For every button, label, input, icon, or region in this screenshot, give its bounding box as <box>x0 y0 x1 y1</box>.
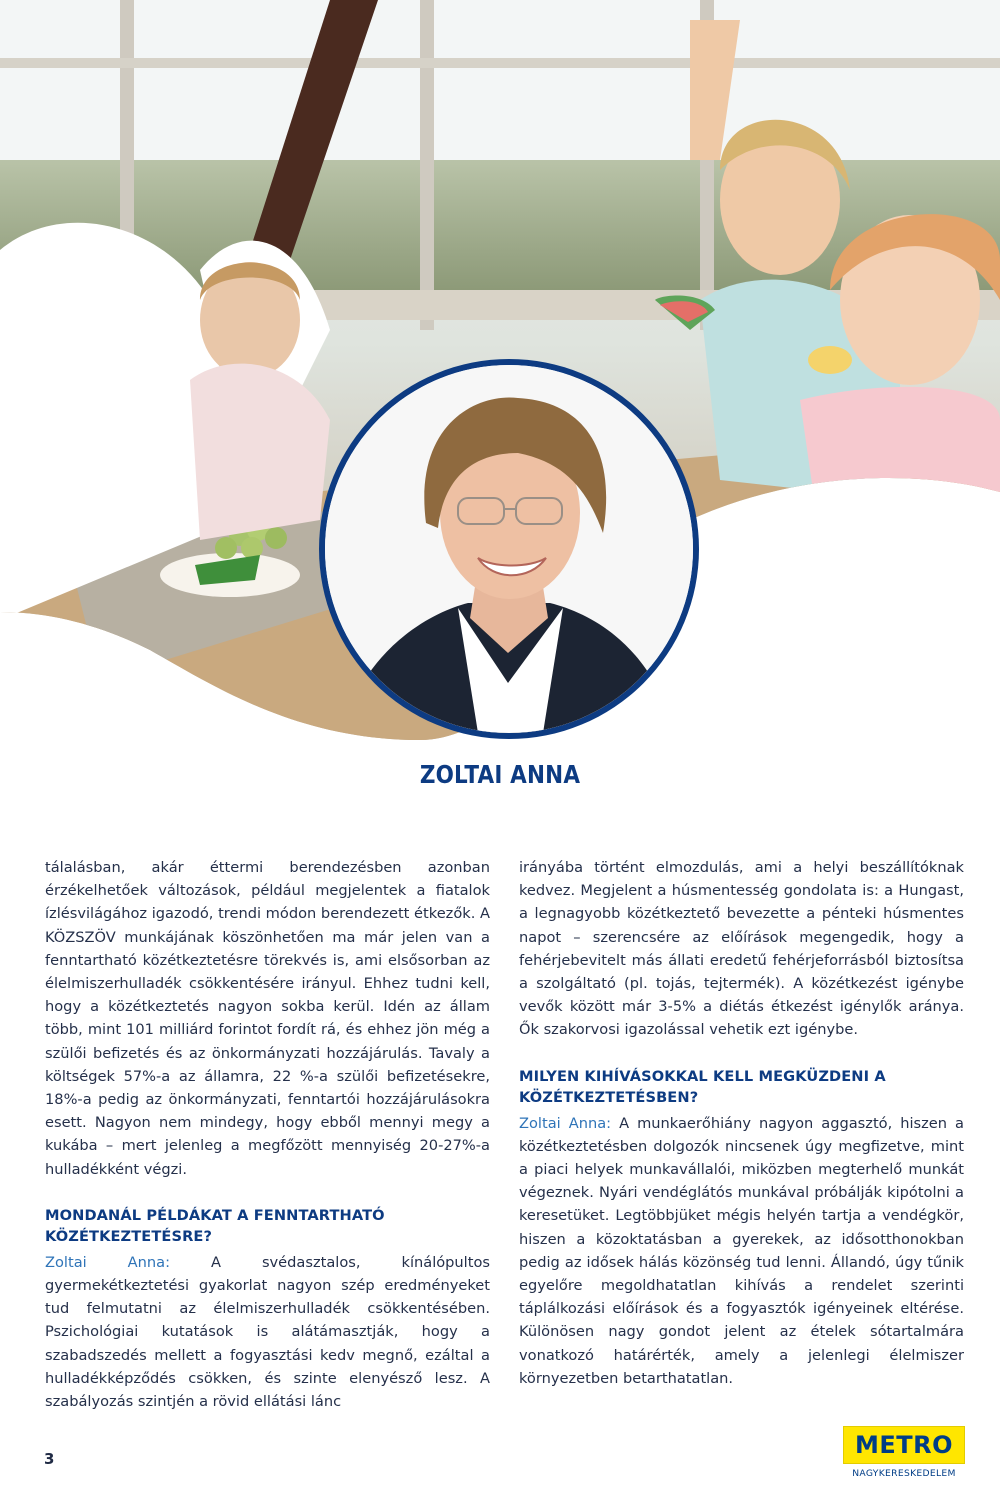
article-column-left <box>45 856 490 1413</box>
right-answer-text: A munkaerőhiány nagyon aggasztó, hiszen a közétkeztetésben dolgozók nincsenek úgy megfizetve, mint a piaci helyek munkavállalói, miközben megterhelő munkát végeznek. Nyári vendéglátós munkával próbálják kipótolni a keresetüket. Legtöbbjüket mégis helyén tartja a vendégkör, hiszen a közoktatásban a gyerekek, az idősotthonokban pedig az idősek hálás közönség tud lenni. Állandó, úgy tűnik egyelőre megoldhatatlan kihívás a rendelet szerinti táplálkozási előírások és a fogyasztók igényeinek eltérése. Különösen nagy gondot jelent az ételek sótartalmára vonatkozó határérték, amely a jelenlegi élelmiszer környezetben betarthatatlan. <box>519 1114 964 1387</box>
left-intro-paragraph: tálalásban, akár éttermi berendezésben azonban érzékelhetőek változások, például megjelentek a fiatalok ízlésvilágához igazodó, trendi módon berendezett étkezők. A KÖZSZÖV munkájának köszönhetően ma már jelen van a fenntartható közétkeztetésre törekvés is, ami elsősorban az élelmiszerhulladék csökkentésére irányul. Ehhez tudni kell, hogy a közétkeztetés nagyon sokba kerül. Idén az állam több, mint 101 milliárd forintot fordít rá, és ehhez jön még a szülői befizetés és az önkormányzati hozzájárulás. Tavaly a költségek 57%-a az államra, 22 %-a szülői befizetésekre, 18%-a pedig az önkormányzati, fenntartói hozzájárulásokra esett. Nagyon nem mindegy, hogy ebből mennyi megy a kukába – mert jelenleg a megfőzött mennyiség 20-27%-a hulladékként végzi. <box>45 859 490 1178</box>
right-answer-paragraph <box>519 1112 964 1390</box>
right-question-heading: MILYEN KIHÍVÁSOKKAL KELL MEGKÜZDENI A KÖZÉTKEZTETÉSBEN? <box>519 1067 886 1106</box>
speaker-label: Zoltai Anna: <box>519 1114 612 1132</box>
metro-logo <box>843 1426 965 1479</box>
metro-logo-word: METRO <box>854 1431 954 1459</box>
left-answer-text: A svédasztalos, kínálópultos gyermekétkeztetési gyakorlat nagyon szép eredményeket tud felmutatni az élelmiszerhulladék csökkentésében. Pszichológiai kutatások is alátámasztják, hogy a szabadszedés mellett a fogyasztási kedv megnő, ezáltal a hulladékképződés csökken, és szinte elenyésző lesz. A szabályozás szintjén a rövid ellátási lánc <box>45 1253 490 1411</box>
portrait-illustration <box>318 353 700 745</box>
portrait-photo <box>318 353 700 745</box>
speaker-label: Zoltai Anna: <box>45 1253 171 1271</box>
metro-logo-box <box>843 1426 965 1464</box>
person-name: ZOLTAI ANNA <box>419 760 581 789</box>
page-number: 3 <box>44 1450 55 1468</box>
right-intro-paragraph: irányába történt elmozdulás, ami a helyi beszállítóknak kedvez. Megjelent a húsmentesség gondolata is: a Hungast, a legnagyobb közétkeztető bevezette a pénteki húsmentes napot – szerencsére az előírások megengedik, hogy a fehérjebevitelt más állati eredetű fehérjeforrásból biztosítsa a szolgáltató (pl. tojás, tejtermék). A közétkezést igénybe vevők között már 3-5% a diétás étkezést igénylők aránya. Ők szakorvosi igazolással vehetik ezt igénybe. <box>519 859 964 1039</box>
metro-logo-tagline: NAGYKERESKEDELEM <box>852 1468 956 1479</box>
left-answer-paragraph <box>45 1251 490 1413</box>
left-question-heading: MONDANÁL PÉLDÁKAT A FENNTARTHATÓ KÖZÉTKEZTETÉSRE? <box>45 1206 385 1245</box>
article-column-right <box>519 856 964 1390</box>
